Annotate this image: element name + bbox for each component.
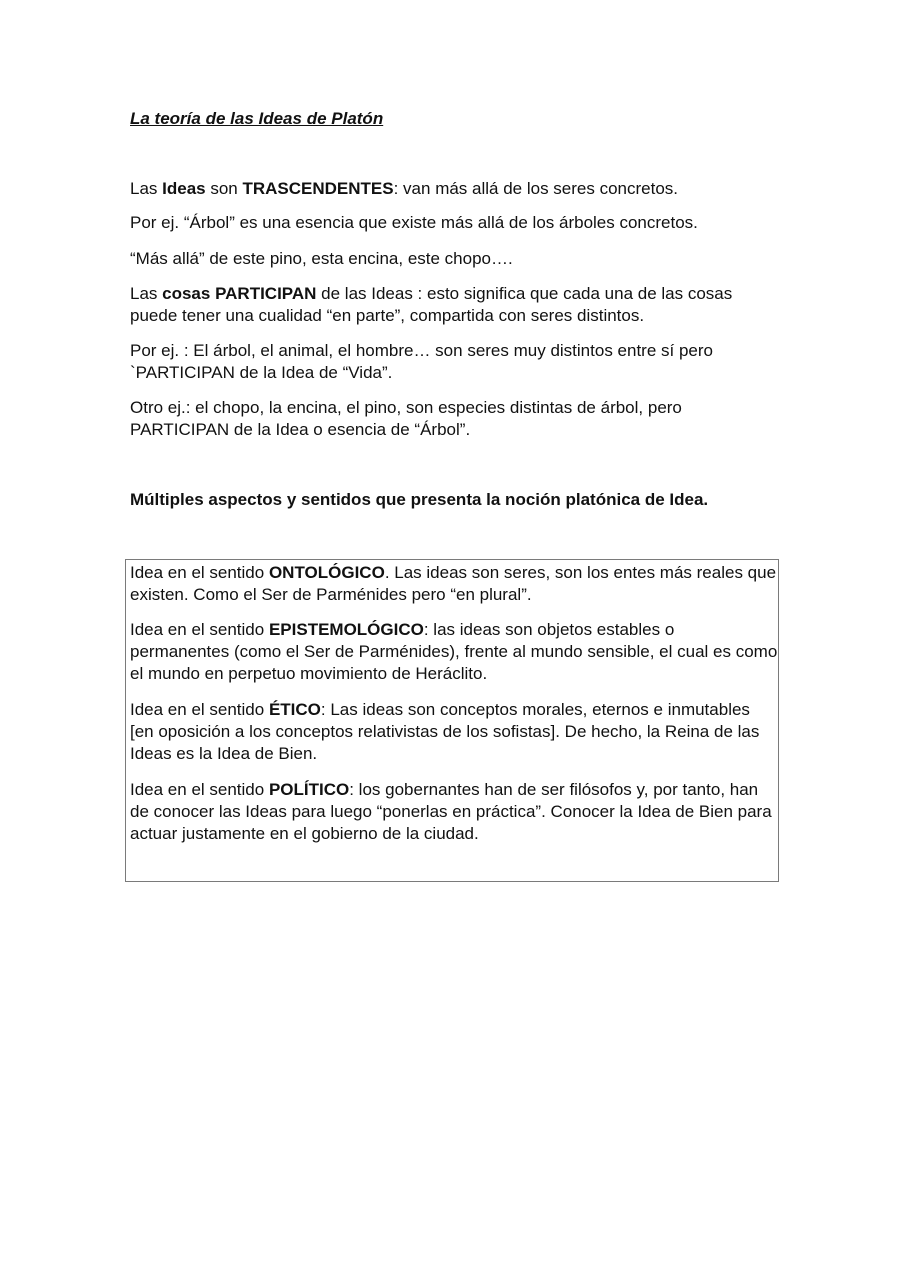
paragraph-mas-alla: “Más allá” de este pino, esta encina, este chopo….: [130, 249, 513, 268]
paragraph-otro-ejemplo: Otro ej.: el chopo, la encina, el pino, son especies distintas de árbol, pero PARTICIPAN de la Idea o esencia de “Árbol”.: [130, 398, 682, 439]
term-trascendentes: TRASCENDENTES: [242, 179, 394, 198]
document-title: La teoría de las Ideas de Platón: [130, 109, 384, 128]
sense-etico: Idea en el sentido ÉTICO: Las ideas son conceptos morales, eternos e inmutables [en oposición a los conceptos relativistas de los sofistas]. De hecho, la Reina de las Ideas es la Idea de Bien.: [130, 700, 760, 763]
term-ideas: Ideas: [162, 179, 206, 198]
paragraph-vida-example: Por ej. : El árbol, el animal, el hombre… son seres muy distintos entre sí pero `PARTICIPAN de la Idea de “Vida”.: [130, 341, 713, 382]
sense-epistemologico: Idea en el sentido EPISTEMOLÓGICO: las ideas son objetos estables o permanentes (como el Ser de Parménides), frente al mundo sensible, el cual es como el mundo en perpetuo movimiento de Heráclito.: [130, 620, 778, 683]
paragraph-trascendentes: Las Ideas son TRASCENDENTES: van más allá de los seres concretos.: [130, 179, 679, 198]
paragraph-arbol-example: Por ej. “Árbol” es una esencia que existe más allá de los árboles concretos.: [130, 213, 698, 232]
sense-ontologico: Idea en el sentido ONTOLÓGICO. Las ideas son seres, son los entes más reales que existen. Como el Ser de Parménides pero “en plural”.: [130, 563, 777, 604]
paragraph-participan: Las cosas PARTICIPAN de las Ideas : esto significa que cada una de las cosas puede tener una cualidad “en parte”, compartida con seres distintos.: [130, 284, 733, 325]
sense-politico: Idea en el sentido POLÍTICO: los gobernantes han de ser filósofos y, por tanto, han de conocer las Ideas para luego “ponerlas en práctica”. Conocer la Idea de Bien para actuar justamente en el gobierno de la ciudad.: [130, 780, 772, 843]
section-subheading: Múltiples aspectos y sentidos que presenta la noción platónica de Idea.: [130, 490, 709, 509]
term-cosas-participan: cosas PARTICIPAN: [162, 284, 317, 303]
idea-senses-box: [125, 559, 779, 882]
